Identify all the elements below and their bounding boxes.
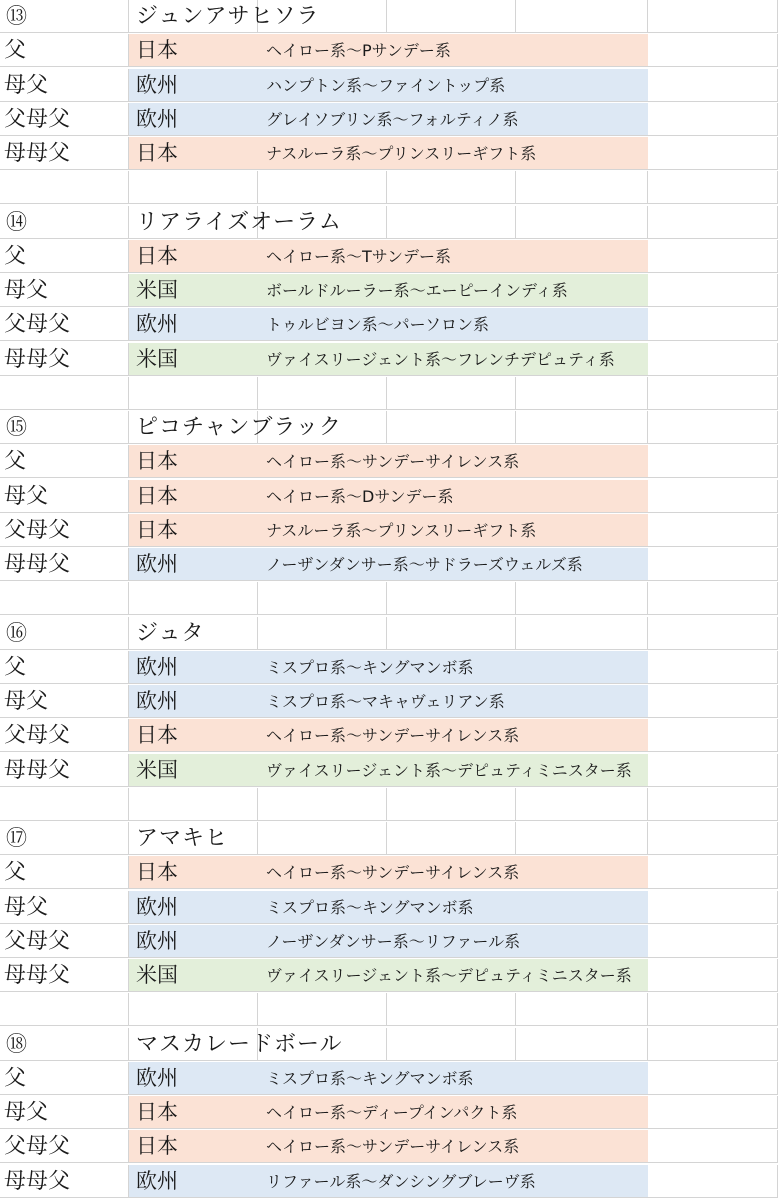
horse-number: ⑭ xyxy=(6,209,27,234)
grid-cell[interactable] xyxy=(648,685,778,718)
region-label: 日本 xyxy=(136,141,178,165)
grid-cell[interactable] xyxy=(648,822,778,855)
horse-number: ⑬ xyxy=(6,4,27,28)
region-label: 米国 xyxy=(136,278,178,302)
region-label: 日本 xyxy=(136,723,178,748)
grid-cell[interactable] xyxy=(648,445,778,478)
ancestor-row xyxy=(0,685,778,719)
grid-cell[interactable] xyxy=(0,788,129,821)
grid-cell[interactable] xyxy=(0,377,129,410)
grid-cell[interactable] xyxy=(648,582,778,615)
grid-cell[interactable] xyxy=(648,514,778,547)
horse-number: ⑯ xyxy=(6,620,27,645)
region-label: 欧州 xyxy=(136,654,178,679)
region-label: 米国 xyxy=(136,346,178,371)
horse-header-row xyxy=(0,617,778,651)
grid-cell[interactable] xyxy=(648,137,778,170)
grid-cell[interactable] xyxy=(387,582,516,615)
grid-cell[interactable] xyxy=(387,411,516,444)
grid-cell[interactable] xyxy=(648,411,778,444)
ancestor-row xyxy=(0,754,778,788)
ancestor-label: 父母父 xyxy=(4,928,71,954)
region-label: 日本 xyxy=(136,449,178,474)
sire-lineage: ヘイロー系〜ディープインパクト系 xyxy=(266,1103,518,1122)
ancestor-row xyxy=(0,925,778,959)
grid-cell[interactable] xyxy=(648,856,778,889)
region-label: 欧州 xyxy=(136,689,178,713)
grid-cell[interactable] xyxy=(648,34,778,67)
grid-cell[interactable] xyxy=(129,788,258,821)
horse-header-row xyxy=(0,1028,778,1062)
ancestor-row xyxy=(0,34,778,68)
grid-cell[interactable] xyxy=(387,377,516,410)
sire-lineage: ナスルーラ系〜プリンスリーギフト系 xyxy=(266,520,537,540)
ancestor-row xyxy=(0,103,778,137)
sire-lineage: ハンプトン系〜ファイントップ系 xyxy=(266,75,506,95)
ancestor-row xyxy=(0,548,778,582)
grid-cell[interactable] xyxy=(129,582,258,615)
ancestor-label: 母母父 xyxy=(4,552,71,577)
grid-cell[interactable] xyxy=(648,206,778,239)
grid-cell[interactable] xyxy=(258,617,387,650)
grid-cell[interactable] xyxy=(516,822,648,855)
grid-cell[interactable] xyxy=(129,993,258,1026)
ancestor-row xyxy=(0,69,778,103)
grid-cell[interactable] xyxy=(648,343,778,376)
grid-cell[interactable] xyxy=(648,171,778,204)
sire-lineage: グレイソブリン系〜フォルティノ系 xyxy=(266,109,519,129)
grid-cell[interactable] xyxy=(516,206,648,239)
ancestor-label: 父母父 xyxy=(4,312,71,338)
horse-number: ⑰ xyxy=(6,826,27,850)
ancestor-row xyxy=(0,1096,778,1130)
grid-cell[interactable] xyxy=(387,788,516,821)
grid-cell[interactable] xyxy=(648,0,778,33)
horse-name: ピコチャンブラック xyxy=(136,415,342,440)
grid-cell[interactable] xyxy=(516,411,648,444)
sire-lineage: ヘイロー系〜Pサンデー系 xyxy=(266,41,451,61)
region-label: 欧州 xyxy=(136,106,178,131)
grid-cell[interactable] xyxy=(648,719,778,752)
grid-cell[interactable] xyxy=(387,617,516,650)
grid-cell[interactable] xyxy=(129,377,258,410)
horse-header-row xyxy=(0,822,778,856)
sire-lineage: リファール系〜ダンシングブレーヴ系 xyxy=(266,1171,536,1191)
region-label: 欧州 xyxy=(136,928,178,953)
grid-cell[interactable] xyxy=(648,274,778,307)
grid-cell[interactable] xyxy=(648,1165,778,1198)
grid-cell[interactable] xyxy=(387,206,516,239)
region-label: 日本 xyxy=(136,860,178,885)
horse-name: リアライズオーラム xyxy=(136,209,342,235)
region-label: 日本 xyxy=(136,517,178,542)
ancestor-label: 母父 xyxy=(4,72,49,98)
ancestor-row xyxy=(0,308,778,342)
grid-cell[interactable] xyxy=(516,582,648,615)
grid-cell[interactable] xyxy=(648,925,778,958)
ancestor-label: 母父 xyxy=(4,1100,49,1125)
sire-lineage: ボールドルーラー系〜エーピーインディ系 xyxy=(266,281,568,300)
region-label: 欧州 xyxy=(136,1065,178,1090)
region-label: 日本 xyxy=(136,243,178,268)
ancestor-row xyxy=(0,1165,778,1199)
ancestor-label: 父 xyxy=(4,38,27,64)
grid-cell[interactable] xyxy=(258,377,387,410)
region-label: 日本 xyxy=(136,483,178,508)
sire-lineage: ミスプロ系〜キングマンボ系 xyxy=(266,897,474,917)
grid-cell[interactable] xyxy=(387,1028,516,1061)
grid-cell[interactable] xyxy=(516,1028,648,1061)
spacer-row xyxy=(0,788,778,822)
sire-lineage: トゥルビヨン系〜パーソロン系 xyxy=(266,315,489,335)
sire-lineage: ナスルーラ系〜プリンスリーギフト系 xyxy=(266,144,537,163)
spacer-row xyxy=(0,377,778,411)
horse-header-row xyxy=(0,411,778,445)
sire-lineage: ヘイロー系〜サンデーサイレンス系 xyxy=(266,452,520,472)
grid-cell[interactable] xyxy=(0,993,129,1026)
region-label: 欧州 xyxy=(136,312,178,337)
horse-number: ⑱ xyxy=(6,1031,27,1056)
grid-cell[interactable] xyxy=(258,171,387,204)
ancestor-row xyxy=(0,343,778,377)
horse-number: ⑮ xyxy=(6,415,27,439)
grid-cell[interactable] xyxy=(129,171,258,204)
ancestor-label: 母父 xyxy=(4,689,49,714)
ancestor-row xyxy=(0,1130,778,1164)
grid-cell[interactable] xyxy=(516,617,648,650)
region-label: 米国 xyxy=(136,757,178,782)
ancestor-row xyxy=(0,856,778,890)
ancestor-row xyxy=(0,719,778,753)
ancestor-row xyxy=(0,137,778,171)
spacer-row xyxy=(0,582,778,616)
horse-name: ジュタ xyxy=(136,620,205,646)
sire-lineage: ノーザンダンサー系〜リファール系 xyxy=(266,931,521,951)
spacer-row xyxy=(0,993,778,1027)
ancestor-label: 父母父 xyxy=(4,517,71,543)
grid-cell[interactable] xyxy=(258,993,387,1026)
grid-cell[interactable] xyxy=(648,240,778,273)
grid-cell[interactable] xyxy=(648,377,778,410)
ancestor-label: 母母父 xyxy=(4,1168,71,1194)
sire-lineage: ミスプロ系〜マキャヴェリアン系 xyxy=(266,692,505,711)
ancestor-label: 母母父 xyxy=(4,757,71,783)
grid-cell[interactable] xyxy=(648,651,778,684)
ancestor-label: 父 xyxy=(4,1065,27,1091)
grid-cell[interactable] xyxy=(387,993,516,1026)
sire-lineage: ヴァイスリージェント系〜デピュティミニスター系 xyxy=(266,760,632,780)
grid-cell[interactable] xyxy=(516,377,648,410)
ancestor-row xyxy=(0,891,778,925)
grid-cell[interactable] xyxy=(258,582,387,615)
grid-cell[interactable] xyxy=(648,788,778,821)
grid-cell[interactable] xyxy=(387,171,516,204)
grid-cell[interactable] xyxy=(516,993,648,1026)
grid-cell[interactable] xyxy=(258,822,387,855)
grid-cell[interactable] xyxy=(648,1130,778,1163)
ancestor-row xyxy=(0,445,778,479)
region-label: 日本 xyxy=(136,38,178,63)
ancestor-row xyxy=(0,240,778,274)
grid-cell[interactable] xyxy=(648,754,778,787)
ancestor-label: 父母父 xyxy=(4,106,71,132)
spacer-row xyxy=(0,171,778,205)
grid-cell[interactable] xyxy=(648,1062,778,1095)
ancestor-label: 母父 xyxy=(4,278,49,303)
ancestor-label: 父 xyxy=(4,243,27,269)
region-label: 欧州 xyxy=(136,552,178,576)
grid-cell[interactable] xyxy=(387,0,516,33)
grid-cell[interactable] xyxy=(516,0,648,33)
ancestor-label: 父 xyxy=(4,654,27,680)
grid-cell[interactable] xyxy=(0,582,129,615)
region-label: 欧州 xyxy=(136,894,178,919)
ancestor-row xyxy=(0,514,778,548)
grid-cell[interactable] xyxy=(648,308,778,341)
sire-lineage: ミスプロ系〜キングマンボ系 xyxy=(266,1068,474,1088)
ancestor-label: 母父 xyxy=(4,894,49,920)
ancestor-label: 父母父 xyxy=(4,1134,71,1160)
grid-cell[interactable] xyxy=(648,1028,778,1061)
ancestor-row xyxy=(0,1062,778,1096)
horse-name: ジュンアサヒソラ xyxy=(136,4,320,29)
ancestor-row xyxy=(0,274,778,308)
horse-header-row xyxy=(0,206,778,240)
grid-cell[interactable] xyxy=(648,993,778,1026)
ancestor-label: 父 xyxy=(4,860,27,886)
region-label: 日本 xyxy=(136,1134,178,1159)
sire-lineage: ヘイロー系〜サンデーサイレンス系 xyxy=(266,726,520,746)
grid-cell[interactable] xyxy=(387,822,516,855)
grid-cell[interactable] xyxy=(0,171,129,204)
ancestor-label: 母父 xyxy=(4,483,49,509)
ancestor-label: 母母父 xyxy=(4,963,71,988)
ancestor-row xyxy=(0,959,778,993)
grid-cell[interactable] xyxy=(648,480,778,513)
region-label: 米国 xyxy=(136,963,178,987)
ancestor-label: 父母父 xyxy=(4,723,71,749)
grid-cell[interactable] xyxy=(648,891,778,924)
grid-cell[interactable] xyxy=(648,617,778,650)
ancestor-label: 父 xyxy=(4,449,27,475)
sire-lineage: ノーザンダンサー系〜サドラーズウェルズ系 xyxy=(266,555,583,574)
ancestor-row xyxy=(0,480,778,514)
sire-lineage: ミスプロ系〜キングマンボ系 xyxy=(266,657,474,677)
grid-cell[interactable] xyxy=(648,1096,778,1129)
sire-lineage: ヘイロー系〜サンデーサイレンス系 xyxy=(266,1137,520,1157)
horse-name: アマキヒ xyxy=(136,826,229,851)
sire-lineage: ヘイロー系〜Tサンデー系 xyxy=(266,246,451,266)
grid-cell[interactable] xyxy=(648,548,778,581)
grid-cell[interactable] xyxy=(516,788,648,821)
sire-lineage: ヴァイスリージェント系〜デピュティミニスター系 xyxy=(266,966,632,985)
ancestor-label: 母母父 xyxy=(4,141,71,166)
grid-cell[interactable] xyxy=(648,103,778,136)
grid-cell[interactable] xyxy=(516,171,648,204)
horse-name: マスカレードボール xyxy=(136,1031,343,1057)
sire-lineage: ヘイロー系〜サンデーサイレンス系 xyxy=(266,863,520,883)
region-label: 欧州 xyxy=(136,1168,178,1193)
ancestor-label: 母母父 xyxy=(4,346,71,372)
grid-cell[interactable] xyxy=(648,959,778,992)
grid-cell[interactable] xyxy=(648,69,778,102)
region-label: 日本 xyxy=(136,1100,178,1124)
horse-header-row xyxy=(0,0,778,34)
sire-lineage: ヘイロー系〜Dサンデー系 xyxy=(266,486,454,506)
ancestor-row xyxy=(0,651,778,685)
sire-lineage: ヴァイスリージェント系〜フレンチデピュティ系 xyxy=(266,349,615,369)
grid-cell[interactable] xyxy=(258,788,387,821)
region-label: 欧州 xyxy=(136,72,178,97)
